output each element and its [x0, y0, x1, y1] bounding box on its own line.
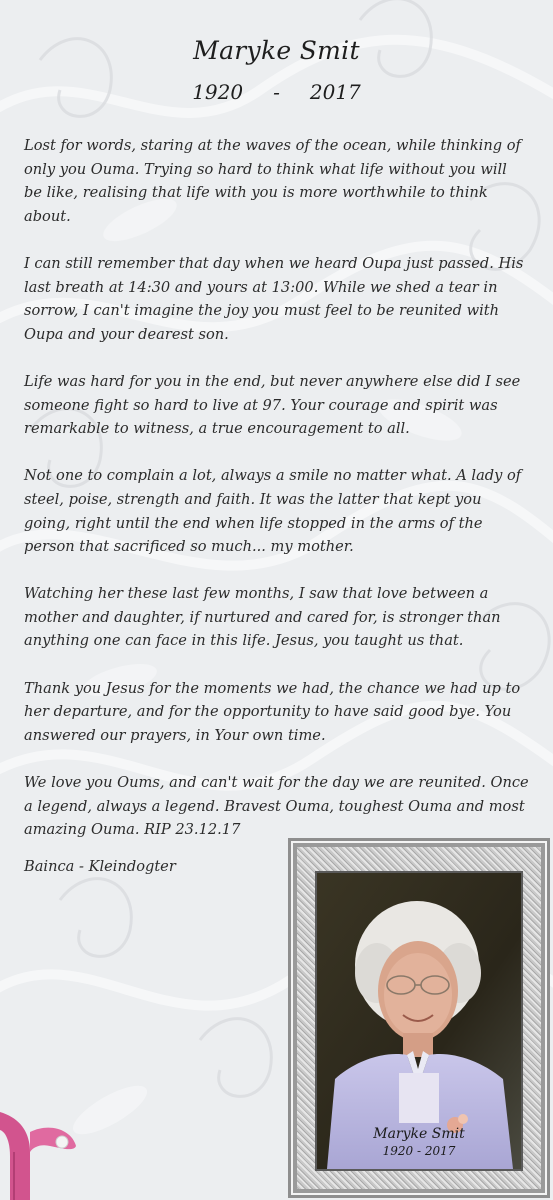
tribute-paragraph: Lost for words, staring at the waves of the ocean, while thinking of only you Ouma. Trying so hard to think what life without you will be like, realising that life with you is more worthwhile to think about.: [24, 137, 521, 225]
years-separator: -: [273, 80, 280, 104]
portrait-caption-years: 1920 - 2017: [382, 1144, 456, 1158]
portrait-caption: [317, 1125, 521, 1159]
portrait-photo: [315, 871, 523, 1171]
deceased-name-title: Maryke Smit: [193, 36, 360, 65]
signature: Bainca - Kleindogter: [24, 858, 176, 875]
year-born: 1920: [192, 80, 244, 104]
tribute-paragraph: Watching her these last few months, I saw that love between a mother and daughter, if nurtured and cared for, is stronger than anything one can face in this life. Jesus, you taught us that.: [24, 585, 501, 650]
tribute-text: [24, 134, 529, 865]
ribbon-decoration: [0, 1112, 80, 1200]
tribute-paragraph: Not one to complain a lot, always a smile no matter what. A lady of steel, poise, strength and faith. It was the latter that kept you going, right until the end when life stopped in the arms of the person that sacrificed so much... my mother.: [24, 467, 522, 556]
life-years: [0, 80, 553, 104]
tribute-paragraph: We love you Oums, and can't wait for the day we are reunited. Once a legend, always a legend. Bravest Ouma, toughest Ouma and most amazing Ouma. RIP 23.12.17: [24, 774, 529, 839]
tribute-paragraph: I can still remember that day when we heard Oupa just passed. His last breath at 14:30 and yours at 13:00. While we shed a tear in sorrow, I can't imagine the joy you must feel to be reunited with Oupa and your dearest son.: [24, 254, 524, 343]
year-died: 2017: [309, 80, 361, 104]
tribute-paragraph: Life was hard for you in the end, but never anywhere else did I see someone fight so hard to live at 97. Your courage and spirit was remarkable to witness, a true encouragement to all.: [24, 372, 521, 438]
portrait-caption-name: Maryke Smit: [373, 1126, 465, 1142]
tribute-paragraph: Thank you Jesus for the moments we had, the chance we had up to her departure, and for the opportunity to have said good bye. You answered our prayers, in Your own time.: [24, 679, 521, 744]
portrait-frame: [288, 838, 550, 1198]
